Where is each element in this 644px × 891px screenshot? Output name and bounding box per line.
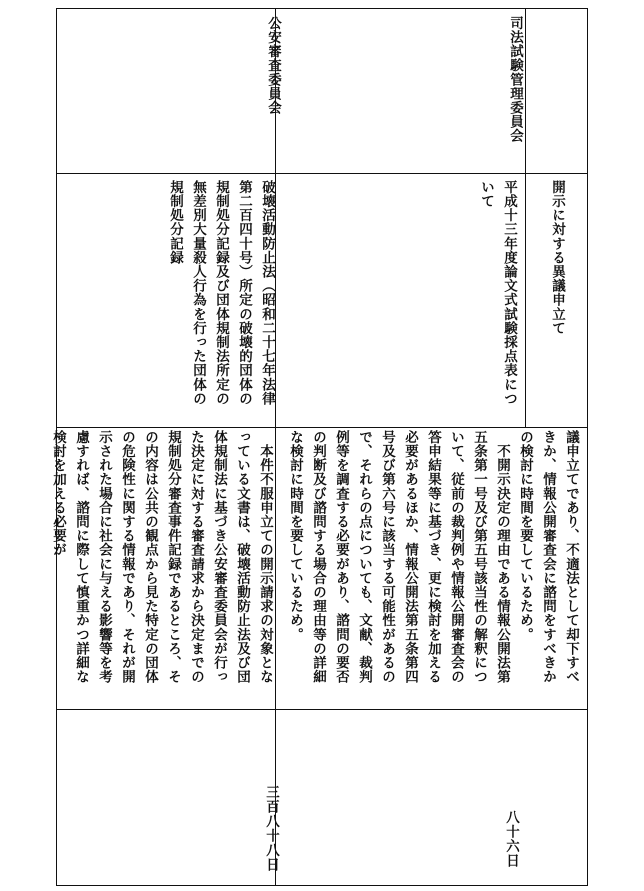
document-right: 平成十三年度論文式試験採点表について [478,180,517,406]
explanation-left: 本件不服申立ての開示請求の対象となっている文書は、破壊活動防止法及び団体規制法に基づき公安審査委員会が行った決定に対する審査請求から決定までの規制処分審査事件記録であるところ、その内容は公共の観点から見た特定の団体の危険性に関する情報であり、それが開示された場合に社会に与える影響等を考慮すれば、諮問に際して慎重かつ詳細な検討を加える必要が [50,430,273,684]
agency-right: 司法試験管理委員会 [507,16,523,143]
row-divider-2 [57,427,587,428]
days-left: 三百八十八日 [263,785,279,872]
row-divider-1 [57,173,587,174]
days-right: 八十六日 [503,810,519,868]
reason-right: 開示に対する異議申立て [549,180,565,336]
document-left: 破壊活動防止法（昭和二十七年法律第二百四十号）所定の破壊的団体の規制処分記録及び団体規制法所定の無差別大量殺人行為を行った団体の規制処分記録 [167,180,275,406]
explanation-right: 議申立てであり、不適法として却下すべきか、情報公開審査会に諮問をすべきかの検討に時間を要しているため。 不開示決定の理由である情報公開法第五条第一号及び第五号該当性の解釈について、従前の裁判例や情報公開審査会の答申結果等に基づき、更に検討を加える必要があるほか、情報公開法第五条第四号及び第六号に該当する可能性があるので、それらの点についても、文献、裁判例等を調査する必要があり、諮問の要否の判断及び諮問する場合の理由等の詳細な検討に時間を要しているため。 [287,430,579,684]
agency-left: 公安審査委員会 [265,16,281,115]
row-divider-3 [57,709,587,710]
